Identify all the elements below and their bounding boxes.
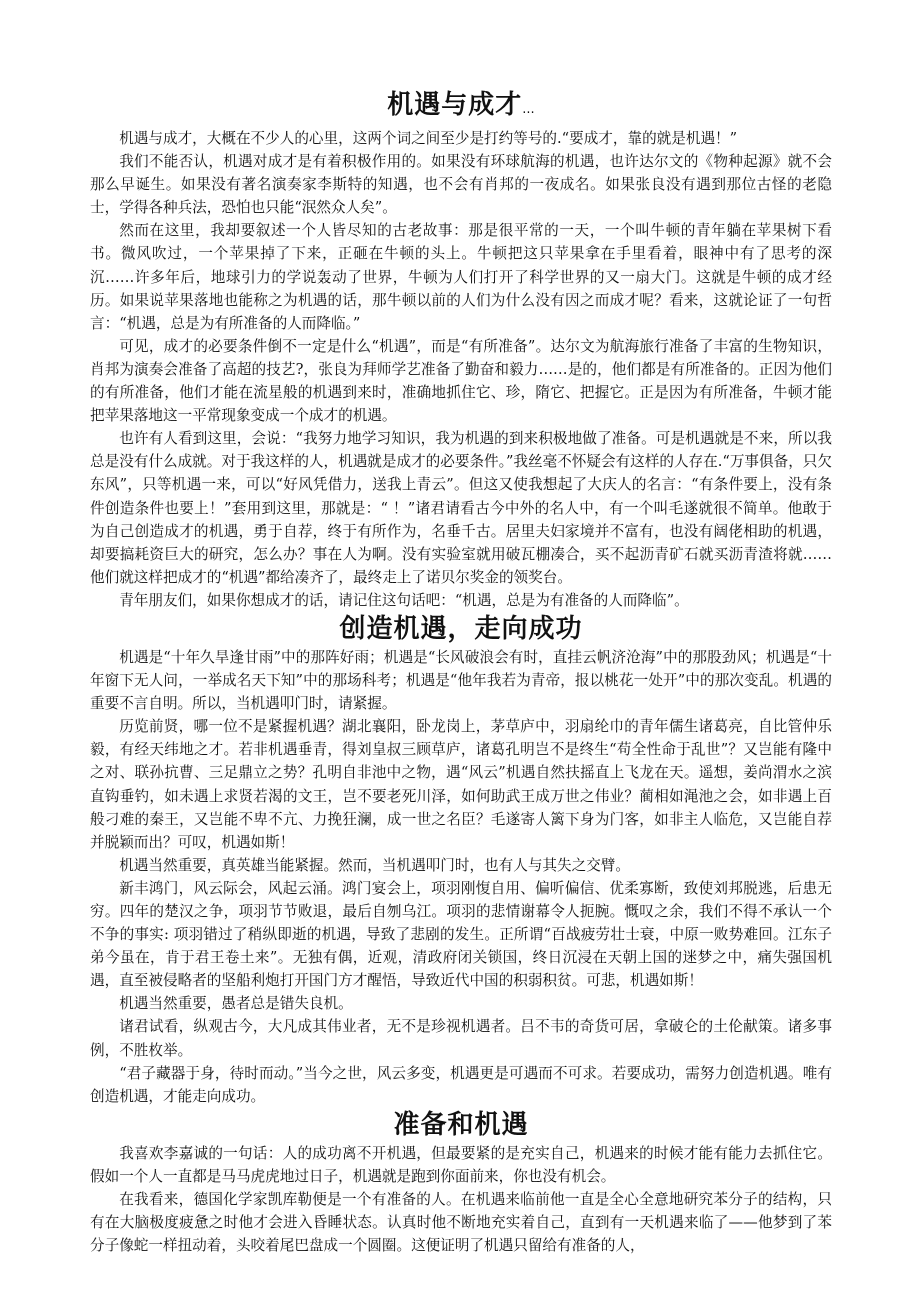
paragraph-1-1: 机遇与成才，大概在不少人的心里，这两个词之间至少是打约等号的.“要成才，靠的就是机遇！” [119,130,738,147]
section-title-2: 创造机遇，走向成功 [339,613,583,644]
section-title-1-text: 机遇与成才 [387,90,523,120]
section-title-3: 准备和机遇 [393,1109,529,1140]
paragraph-3-1: 我喜欢李嘉诚的一句话：人的成功离不开机遇，但最要紧的是充实自己，机遇来的时候才能有能力去抓住它。假如一个人一直都是马马虎虎地过日子，机遇就是跑到你面前来，你也没有机会。 [90,1144,832,1185]
paragraph-3-2: 在我看来，德国化学家凯库勒便是一个有准备的人。在机遇来临前他一直是全心全意地研究苯分子的结构，只有在大脑极度疲惫之时他才会进入昏睡状态。认真时他不断地充实着自己，直到有一天机遇来临了——他梦到了苯分子像蛇一样扭动着，头咬着尾巴盘成一个圆圈。这便证明了机遇只留给有准备的人， [90,1191,832,1255]
paragraph-1-3: 然而在这里，我却要叙述一个人皆尽知的古老故事：那是很平常的一天，一个叫牛顿的青年躺在苹果树下看书。微风吹过，一个苹果掉了下来，正砸在牛顿的头上。牛顿把这只苹果拿在手里看着，眼神中有了思考的深沉……许多年后，地球引力的学说轰动了世界，牛顿为人们打开了科学世界的又一扇大门。这就是牛顿的成才经历。如果说苹果落地也能称之为机遇的话，那牛顿以前的人们为什么没有因之而成才呢？看来，这就论证了一句哲言：“机遇，总是为有所准备的人而降临。” [90,222,832,332]
paragraph-2-7: “君子藏器于身，待时而动。”当今之世，风云多变，机遇更是可遇而不可求。若要成功，需努力创造机遇。唯有创造机遇，才能走向成功。 [90,1064,832,1105]
paragraph-2-5: 机遇当然重要，愚者总是错失良机。 [119,995,353,1013]
paragraph-2-3: 机遇当然重要，真英雄当能紧握。然而，当机遇叩门时，也有人与其失之交臂。 [119,856,630,874]
document-page [90,88,832,1257]
section-title-1-ellipsis: ... [522,102,535,117]
paragraph-1-6: 青年朋友们，如果你想成才的话，请记住这句话吧：“机遇，总是为有准备的人而降临”。 [119,591,689,609]
paragraph-1-4: 可见，成才的必要条件倒不一定是什么“机遇”，而是“有所准备”。达尔文为航海旅行准备了丰富的生物知识，肖邦为演奏会准备了高超的技艺?，张良为拜师学艺准备了勤奋和毅力……是的，他们都是有所准备的。正因为他们的有所准备，他们才能在流星般的机遇到来时，准确地抓住它、珍，隋它、把握它。正是因为有所准备，牛顿才能把苹果落地这一平常现象变成一个成才的机遇。 [90,337,832,425]
paragraph-1-5: 也许有人看到这里，会说：“我努力地学习知识，我为机遇的到来积极地做了准备。可是机遇就是不来，所以我总是没有什么成就。对于我这样的人，机遇就是成才的必要条件。”我丝毫不怀疑会有这样的人存在.“万事俱备，只欠东风”，只等机遇一来，可以“好风凭借力，送我上青云”。但这又使我想起了大庆人的名言：“有条件要上，没有条件创造条件也要上！”套用到这里，那就是：“ ！”诸君请看古今中外的名人中，有一个叫毛遂就很不简单。他敢于为自己创造成才的机遇，勇于自荐，终于有所作为，名垂千古。居里夫妇家境并不富有，也没有阔佬相助的机遇，却要搞耗资巨大的研究，怎么办？事在人为啊。没有实验室就用破瓦棚凑合，买不起沥青矿石就买沥青渣将就……他们就这样把成才的“机遇”都给凑齐了，最终走上了诺贝尔奖金的领奖台。 [90,430,832,586]
paragraph-2-2: 历览前贤，哪一位不是紧握机遇？湖北襄阳，卧龙岗上，茅草庐中，羽扇纶巾的青年儒生诸葛亮，自比管仲乐毅，有经天纬地之才。若非机遇垂青，得刘皇叔三顾草庐，诸葛孔明岂不是终生“苟全性命于乱世”？又岂能有隆中之对、联孙抗曹、三足鼎立之势？孔明自非池中之物，遇“风云”机遇自然扶摇直上飞龙在天。遥想，姜尚渭水之滨直钩垂钓，如未遇上求贤若渴的文王，岂不要老死川泽，如何助武王成万世之伟业？蔺相如渑池之会，如非遇上百般刁难的秦王，又岂能不卑不亢、力挽狂澜，成一世之名臣？毛遂寄人篱下身为门客，如非主人临危，又岂能自荐并脱颖而出？可叹，机遇如斯！ [90,718,832,851]
paragraph-2-1: 机遇是“十年久旱逢甘雨”中的那阵好雨；机遇是“长风破浪会有时，直挂云帆济沧海”中的那股劲风；机遇是“十年窗下无人问，一举成名天下知”中的那场科考；机遇是“他年我若为青帝，报以桃花一处开”中的那次变乱。机遇的重要不言自明。所以，当机遇叩门时，请紧握。 [90,648,832,713]
section-title-1 [90,88,832,127]
paragraph-2-4: 新丰鸿门，风云际会，风起云涌。鸿门宴会上，项羽刚愎自用、偏听偏信、优柔寡断，致使刘邦脱逃，后患无穷。四年的楚汉之争，项羽节节败退，最后自刎乌江。项羽的悲情谢幕令人扼腕。慨叹之余，我们不得不承认一个不争的事实: 项羽错过了稍纵即逝的机遇，导致了悲剧的发生。正所谓“百战疲劳壮士衰，中原一败势难回。江东子弟今虽在，肯于君王卷土来”。无独有偶，近观，清政府闭关锁国，终日沉浸在天朝上国的迷梦之中，痛失强国机遇，直至被侵略者的坚船利炮打开国门方才醒悟，导致近代中国的积弱积贫。可悲，机遇如斯！ [90,879,832,990]
paragraph-1-2: 我们不能否认，机遇对成才是有着积极作用的。如果没有环球航海的机遇，也许达尔文的《物种起源》就不会那么早诞生。如果没有著名演奏家李斯特的知遇，也不会有肖邦的一夜成名。如果张良没有遇到那位古怪的老隐士，学得各种兵法，恐怕也只能“泯然众人矣”。 [90,153,832,217]
paragraph-2-6: 诸君试看，纵观古今，大凡成其伟业者，无不是珍视机遇者。吕不韦的奇货可居，拿破仑的土伦献策。诸多事例，不胜枚举。 [90,1018,832,1059]
